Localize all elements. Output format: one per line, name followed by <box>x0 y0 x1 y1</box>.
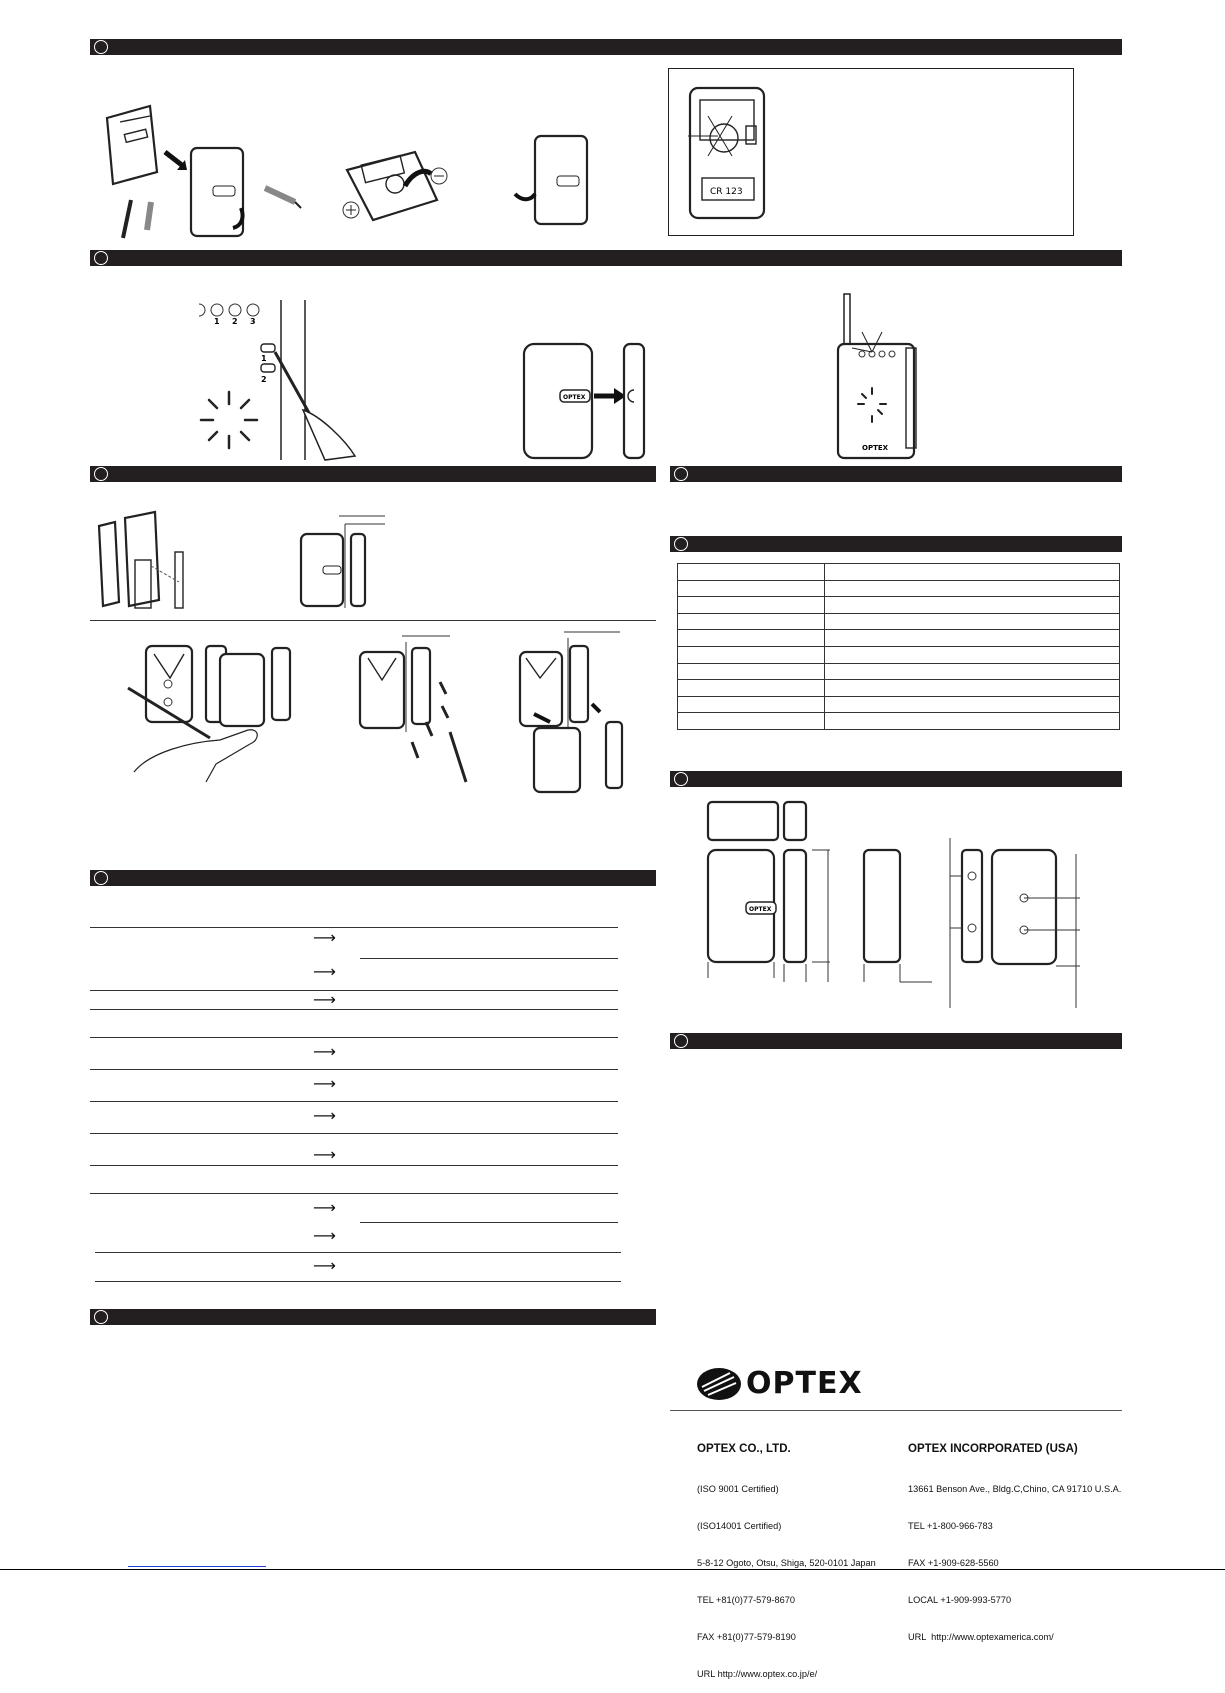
arrow-icon: ⟶ <box>313 990 336 1009</box>
contact-line: 13661 Benson Ave., Bldg.C,Chino, CA 91710 U.S.A. <box>908 1484 1122 1495</box>
table-row <box>678 613 1120 630</box>
contact-line: FAX +1-909-628-5560 <box>908 1558 999 1569</box>
section-number-circle <box>94 40 108 54</box>
arrow-icon: ⟶ <box>313 1042 336 1061</box>
brand-mark: OPTEX <box>862 444 889 452</box>
section-number-circle <box>94 251 108 265</box>
table-row <box>678 696 1120 713</box>
section-number-circle <box>94 1310 108 1324</box>
switch-number: 2 <box>261 375 267 384</box>
arrow-icon: ⟶ <box>313 1074 336 1093</box>
footer-link-underline[interactable] <box>128 1566 266 1567</box>
page-bottom-rule <box>0 1569 1225 1570</box>
table-row <box>678 680 1120 697</box>
optex-logo-mark <box>696 1367 742 1401</box>
installation-divider <box>90 620 656 621</box>
optex-logo-text: OPTEX <box>746 1366 863 1401</box>
section-bar-right-2 <box>670 1033 1122 1049</box>
contact-line: 5-8-12 Ogoto, Otsu, Shiga, 520-0101 Japan <box>697 1558 876 1569</box>
table-row <box>678 597 1120 614</box>
contact-line: (ISO14001 Certified) <box>697 1521 782 1532</box>
arrow-icon: ⟶ <box>313 1145 336 1164</box>
battery-label: CR 123 <box>710 187 743 197</box>
arrow-icon: ⟶ <box>313 1106 336 1125</box>
table-row <box>678 713 1120 730</box>
arrow-icon: ⟶ <box>313 928 336 947</box>
switch-number: 1 <box>261 354 267 363</box>
table-row <box>678 564 1120 581</box>
section-bar-specifications <box>670 536 1122 552</box>
section-bar-right-1 <box>670 466 1122 482</box>
arrow-icon: ⟶ <box>313 1256 336 1275</box>
table-row <box>678 630 1120 647</box>
arrow-icon: ⟶ <box>313 1198 336 1217</box>
section-bar-installation <box>90 466 656 482</box>
table-row <box>678 663 1120 680</box>
brand-mark: OPTEX <box>749 906 772 913</box>
logo-divider <box>670 1410 1122 1411</box>
contact-line: TEL +81(0)77-579-8670 <box>697 1595 795 1606</box>
section-bar-dimensions <box>670 771 1122 787</box>
section-number-circle <box>674 467 688 481</box>
section-bar-registration <box>90 250 1122 266</box>
section-bar-troubleshooting <box>90 870 656 886</box>
installation-step-bottom-illustrations <box>120 632 640 802</box>
led-digit: 2 <box>232 317 238 326</box>
battery-step-illustrations <box>95 90 655 250</box>
table-row <box>678 580 1120 597</box>
contact-url[interactable]: URL http://www.optex.co.jp/e/ <box>697 1668 818 1679</box>
table-row <box>678 646 1120 663</box>
arrow-icon: ⟶ <box>313 962 336 981</box>
contact-url[interactable]: URL http://www.optexamerica.com/ <box>908 1632 1054 1643</box>
section-number-circle <box>674 772 688 786</box>
section-number-circle <box>674 1034 688 1048</box>
contact-line: TEL +1-800-966-783 <box>908 1521 993 1532</box>
receiver-unit-illustration <box>836 292 926 462</box>
dimensions-drawings <box>700 798 1100 1010</box>
transmitter-inside-illustration <box>688 86 772 222</box>
transmitter-magnet-pair-illustration <box>520 340 650 462</box>
company-name-usa: OPTEX INCORPORATED (USA) <box>908 1442 1078 1455</box>
company-name-japan: OPTEX CO., LTD. <box>697 1442 791 1455</box>
contact-japan <box>697 1418 876 1693</box>
specifications-table <box>677 563 1120 730</box>
brand-mark: OPTEX <box>563 394 586 401</box>
contact-line: LOCAL +1-909-993-5770 <box>908 1595 1012 1606</box>
contact-usa <box>908 1418 1121 1656</box>
led-indicator-illustration <box>195 300 315 460</box>
arrow-icon: ⟶ <box>313 1226 336 1245</box>
section-bar-notes <box>90 1309 656 1325</box>
led-digit: 3 <box>250 317 256 326</box>
contact-line: (ISO 9001 Certified) <box>697 1484 779 1495</box>
led-digit: 1 <box>214 317 220 326</box>
section-number-circle <box>94 871 108 885</box>
section-number-circle <box>674 537 688 551</box>
section-bar-battery <box>90 39 1122 55</box>
contact-line: FAX +81(0)77-579-8190 <box>697 1632 796 1643</box>
section-number-circle <box>94 467 108 481</box>
installation-step-top-illustrations <box>95 512 395 612</box>
